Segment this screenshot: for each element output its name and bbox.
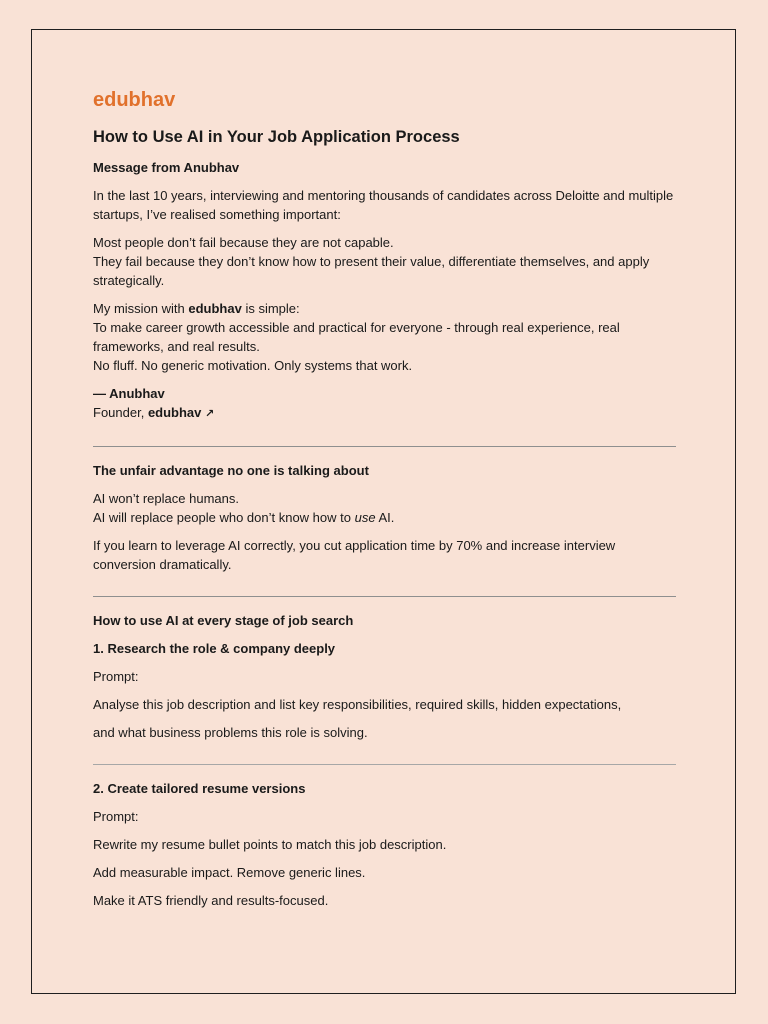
advantage-line-2-suffix: AI.	[375, 510, 395, 525]
mission-brand: edubhav	[188, 301, 242, 316]
section-divider	[93, 596, 676, 597]
message-capability-paragraph	[93, 233, 676, 290]
brand-logo: edubhav	[93, 89, 176, 111]
mission-paragraph	[93, 299, 676, 375]
step1-title: 1. Research the role & company deeply	[93, 641, 336, 656]
mission-line-2: To make career growth accessible and practical for everyone - through real experience, real frameworks, and real results.	[93, 320, 620, 354]
page-title: How to Use AI in Your Job Application Process	[93, 128, 460, 146]
external-link-icon: ↗	[205, 408, 215, 420]
step2-prompt-line-2: Add measurable impact. Remove generic lines.	[93, 865, 366, 880]
advantage-line-2-prefix: AI will replace people who don’t know how to	[93, 510, 355, 525]
step2-title: 2. Create tailored resume versions	[93, 781, 306, 796]
step2-prompt-line-3: Make it ATS friendly and results-focused.	[93, 893, 329, 908]
step2-prompt-label: Prompt:	[93, 809, 139, 824]
step2-prompt-line-1: Rewrite my resume bullet points to match this job description.	[93, 837, 447, 852]
section-divider	[93, 446, 676, 447]
document-content	[93, 88, 676, 919]
message-paragraph: In the last 10 years, interviewing and mentoring thousands of candidates across Deloitte and multiple startups, I’ve realised something important:	[93, 188, 674, 222]
mission-prefix: My mission with	[93, 301, 189, 316]
founder-link[interactable]	[148, 405, 214, 420]
signature: — Anubhav	[93, 386, 165, 401]
advantage-paragraph-2: If you learn to leverage AI correctly, you cut application time by 70% and increase interview conversion dramatically.	[93, 538, 616, 572]
founder-link-label: edubhav	[147, 405, 202, 420]
advantage-heading: The unfair advantage no one is talking about	[93, 463, 369, 478]
advantage-line-1: AI won’t replace humans.	[93, 491, 239, 506]
mission-suffix: is simple:	[241, 301, 300, 316]
stages-heading: How to use AI at every stage of job search	[93, 613, 354, 628]
step1-prompt-line-2: and what business problems this role is solving.	[93, 725, 368, 740]
capability-line-1: Most people don’t fail because they are not capable.	[93, 235, 394, 250]
step1-prompt-line-1: Analyse this job description and list key responsibilities, required skills, hidden expectations,	[93, 697, 622, 712]
advantage-paragraph	[93, 489, 676, 527]
signature-block	[93, 384, 676, 424]
capability-line-2: They fail because they don’t know how to present their value, differentiate themselves, and apply strategically.	[93, 254, 650, 288]
founder-prefix: Founder,	[93, 405, 148, 420]
advantage-line-2-emphasis: use	[354, 510, 376, 525]
mission-line-3: No fluff. No generic motivation. Only systems that work.	[93, 358, 413, 373]
step1-prompt-label: Prompt:	[93, 669, 139, 684]
message-heading: Message from Anubhav	[93, 160, 240, 175]
step-divider	[93, 764, 676, 765]
